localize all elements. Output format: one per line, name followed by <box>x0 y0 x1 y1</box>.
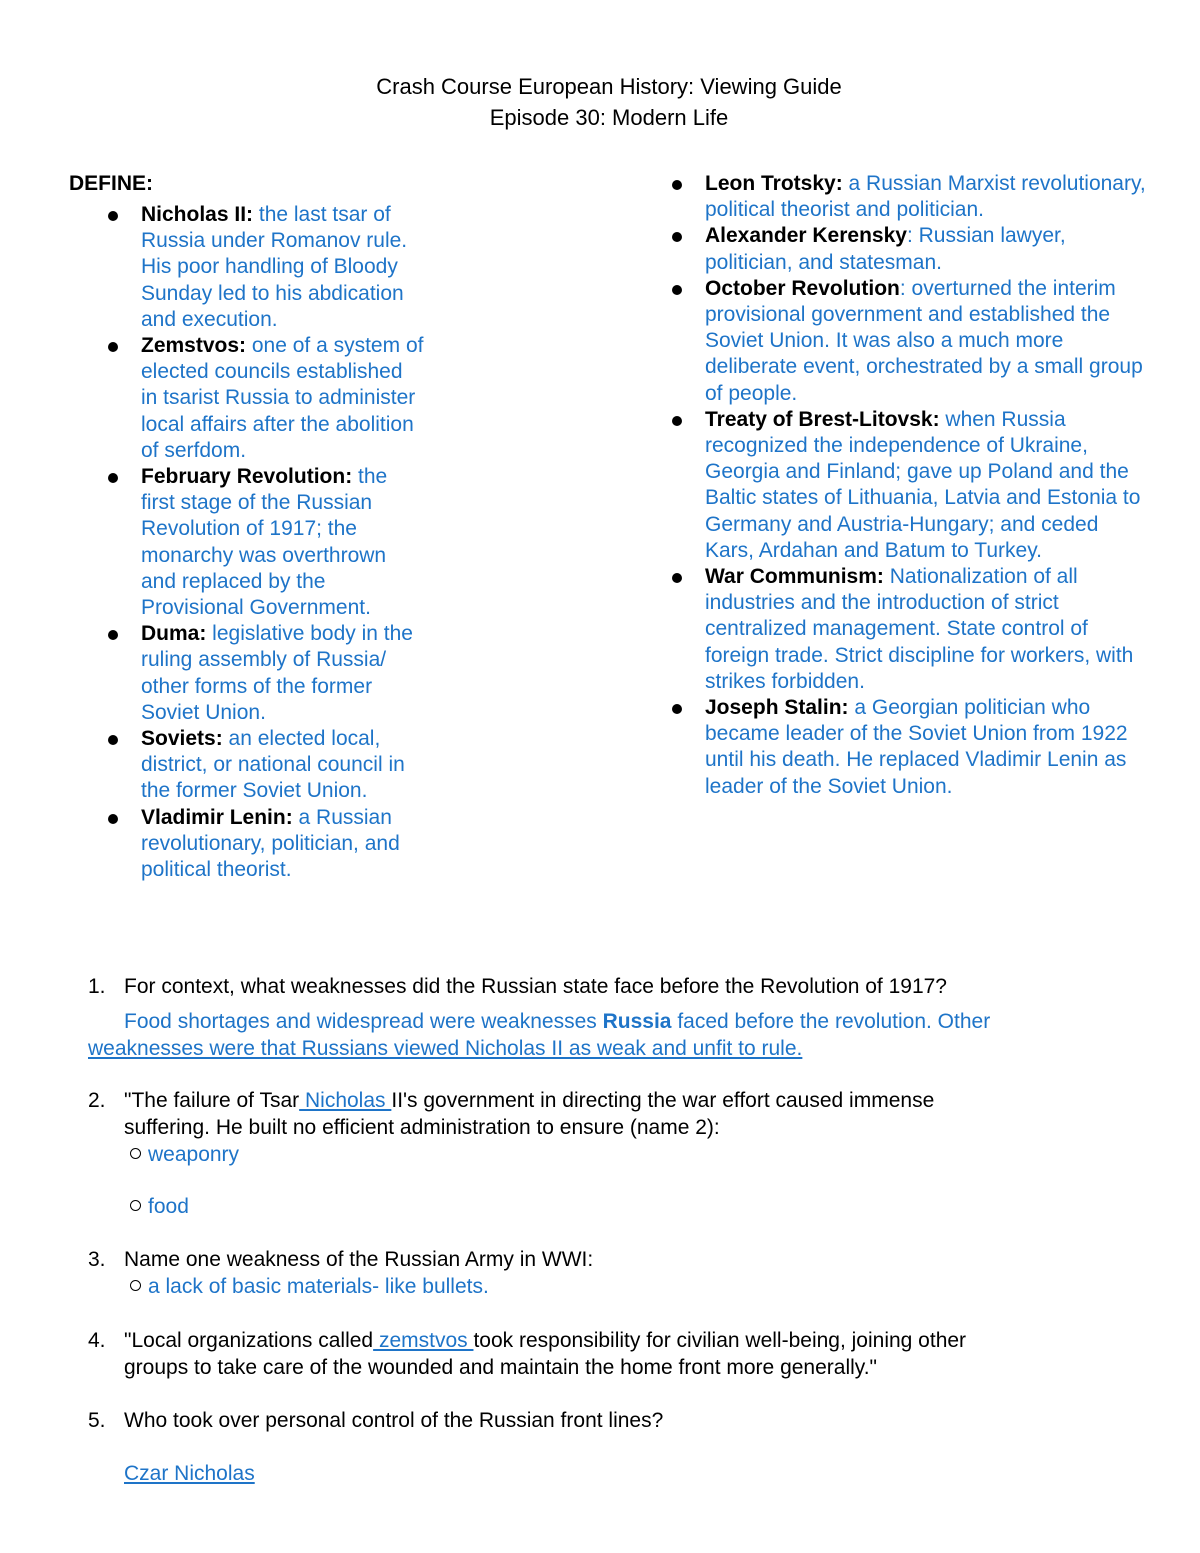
definition-item <box>104 333 424 464</box>
definition-term: Treaty of Brest-Litovsk: <box>705 407 940 431</box>
question-text: "Local organizations called <box>124 1329 374 1352</box>
sub-answer-item <box>130 1141 239 1168</box>
definition-term: October Revolution <box>705 276 900 300</box>
question-3 <box>88 1246 593 1273</box>
definition-text: an elected local, district, or national council in the former Soviet Union. <box>141 727 405 803</box>
question-4-line2 <box>88 1354 877 1381</box>
fill-blank-answer: Nicholas <box>299 1089 392 1112</box>
definition-term: Soviets: <box>141 727 223 751</box>
definition-item <box>104 805 424 884</box>
definition-term: Duma: <box>141 622 207 646</box>
sub-answer-item <box>130 1193 189 1220</box>
answer-underlined-text: weaknesses were that Russians viewed Nicholas II as weak and unfit to rule. <box>88 1037 803 1060</box>
definition-item <box>104 726 424 805</box>
question-2-line2 <box>88 1114 720 1141</box>
definition-text: when Russia recognized the independence of Ukraine, Georgia and Finland; gave up Poland and the Baltic states of Lithuania, Latvia and Estonia to Germany and Austria-Hungary; and ceded Kars, Ardahan and Batum to Turkey. <box>705 407 1141 562</box>
definition-item <box>104 621 424 726</box>
definition-text: the last tsar of Russia under Romanov rule. His poor handling of Bloody Sunday led to his abdication and execution. <box>141 203 408 331</box>
document-title: Crash Course European History: Viewing Guide <box>376 74 842 99</box>
question-number: 4. <box>88 1329 106 1352</box>
definition-term: Zemstvos: <box>141 334 247 358</box>
answer-text: faced before the revolution. Other <box>671 1010 991 1033</box>
definition-term: Joseph Stalin: <box>705 696 849 720</box>
hollow-bullet-icon <box>130 1148 141 1159</box>
definition-term: War Communism: <box>705 565 884 589</box>
answer-1-line2 <box>88 1035 802 1062</box>
definition-text: a Georgian politician who became leader of the Soviet Union from 1922 until his death. He replaced Vladimir Lenin as leader of the Soviet Union. <box>705 696 1128 798</box>
definition-item <box>668 695 1148 800</box>
question-text: took responsibility for civilian well-being, joining other <box>473 1329 967 1352</box>
episode-subtitle: Episode 30: Modern Life <box>489 105 729 130</box>
question-text: For context, what weaknesses did the Russian state face before the Revolution of 1917? <box>124 975 947 998</box>
definition-term: Vladimir Lenin: <box>141 805 293 829</box>
question-number: 2. <box>88 1089 106 1112</box>
question-number: 1. <box>88 975 106 998</box>
sub-answer-text: weaponry <box>148 1143 240 1166</box>
define-heading: DEFINE: <box>69 172 153 195</box>
question-4 <box>88 1327 966 1354</box>
definition-text: : overturned the interim provisional government and established the Soviet Union. It was also a much more deliberate event, orchestrated by a small group of people. <box>705 276 1143 405</box>
question-text: Who took over personal control of the Russian front lines? <box>124 1409 664 1432</box>
definition-text: one of a system of elected councils established in tsarist Russia to administer local affairs after the abolition of serfdom. <box>141 334 424 462</box>
definition-text: Nationalization of all industries and the introduction of strict centralized management. State control of foreign trade. Strict discipline for workers, with strikes forbidden. <box>705 565 1134 693</box>
definition-term: Leon Trotsky: <box>705 172 843 195</box>
hollow-bullet-icon <box>130 1200 141 1211</box>
sub-answer-text: food <box>148 1195 189 1218</box>
definition-text: the first stage of the Russian Revolution of 1917; the monarchy was overthrown and replaced by the Provisional Government. <box>141 465 388 620</box>
question-text: suffering. He built no efficient administration to ensure (name 2): <box>124 1116 720 1139</box>
definition-term: Alexander Kerensky <box>705 224 907 248</box>
answer-1-line1 <box>124 1008 990 1035</box>
definition-text: legislative body in the ruling assembly of Russia/ other forms of the former Soviet Union. <box>141 622 413 724</box>
question-5 <box>88 1407 663 1434</box>
answer-underlined-text: Czar Nicholas <box>124 1462 255 1485</box>
definition-text: a Russian Marxist revolutionary, political theorist and politician. <box>705 172 1146 222</box>
definition-item <box>668 223 1148 275</box>
question-text: "The failure of Tsar <box>124 1089 300 1112</box>
answer-text: Food shortages and widespread were weaknesses <box>124 1010 603 1033</box>
definition-item <box>668 564 1148 695</box>
question-number: 5. <box>88 1409 106 1432</box>
sub-answer-text: a lack of basic materials- like bullets. <box>148 1275 489 1298</box>
definitions-right-column <box>668 171 1148 800</box>
definition-term: Nicholas II: <box>141 203 254 226</box>
definitions-left-column <box>104 202 424 883</box>
question-number: 3. <box>88 1248 106 1271</box>
question-text: groups to take care of the wounded and maintain the home front more generally." <box>124 1356 878 1379</box>
definition-term: February Revolution: <box>141 465 353 489</box>
hollow-bullet-icon <box>130 1280 141 1291</box>
question-2 <box>88 1087 934 1114</box>
definition-item <box>668 276 1148 407</box>
question-text: II's government in directing the war effort caused immense <box>391 1089 935 1112</box>
sub-answer-item <box>130 1273 489 1300</box>
question-1 <box>88 973 947 1000</box>
answer-bold-word: Russia <box>602 1010 672 1033</box>
fill-blank-answer: zemstvos <box>373 1329 474 1352</box>
definition-item <box>668 171 1148 223</box>
definition-item <box>668 407 1148 564</box>
answer-5 <box>124 1460 255 1487</box>
definition-text: : Russian lawyer, politician, and statesman. <box>705 224 1066 274</box>
definition-item <box>104 202 424 333</box>
definition-item <box>104 464 424 621</box>
definition-text: a Russian revolutionary, politician, and political theorist. <box>141 805 400 882</box>
question-text: Name one weakness of the Russian Army in WWI: <box>124 1248 594 1271</box>
